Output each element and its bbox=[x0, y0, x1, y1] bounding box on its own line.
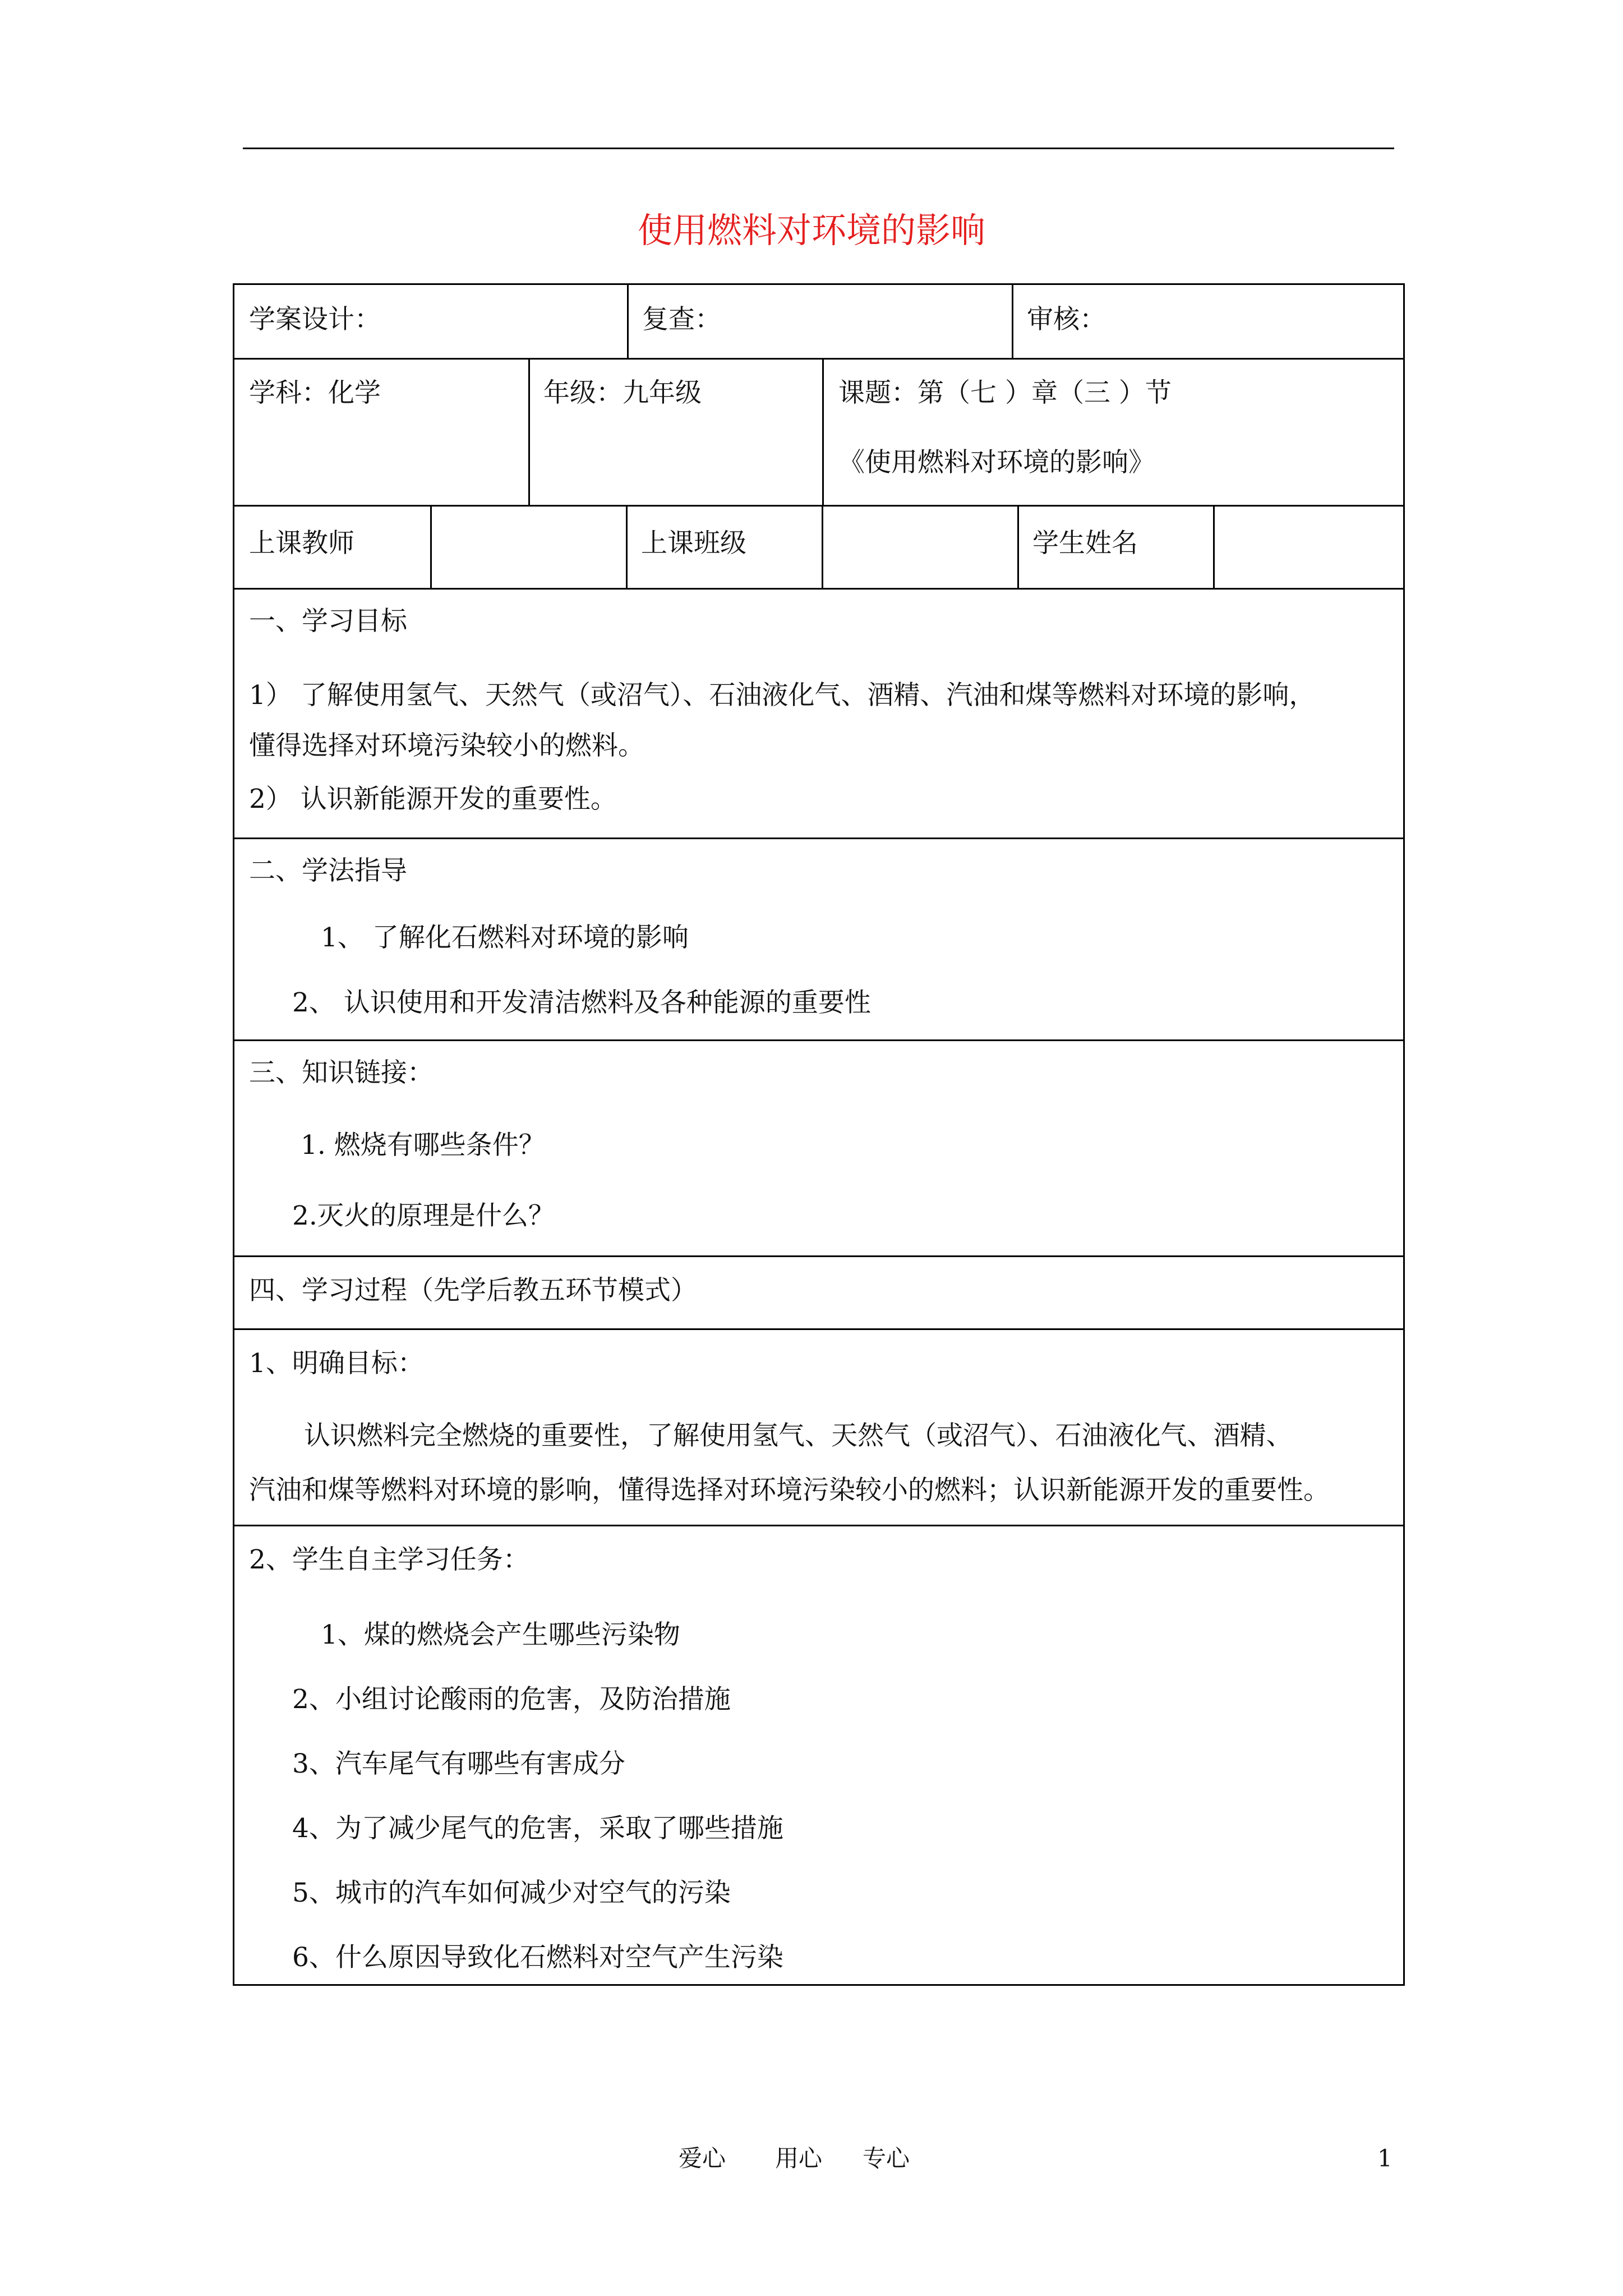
row-participants bbox=[234, 505, 1403, 588]
grade-text: 年级：九年级 bbox=[543, 378, 702, 408]
footer-text-love: 爱心 bbox=[679, 2145, 726, 2172]
task-item: 5、城市的汽车如何减少对空气的污染 bbox=[292, 1878, 731, 1908]
cell-student-label bbox=[1017, 507, 1213, 588]
objective-item-2: 2） 认识新能源开发的重要性。 bbox=[249, 784, 617, 815]
tasks-heading: 2、学生自主学习任务： bbox=[249, 1544, 529, 1575]
cell-subject bbox=[234, 360, 528, 505]
section-knowledge bbox=[234, 1039, 1403, 1255]
page-number: 1 bbox=[1377, 2145, 1393, 2172]
lesson-name: 《使用燃料对环境的影响》 bbox=[838, 447, 1155, 478]
section-tasks bbox=[234, 1525, 1403, 1984]
row-signoff bbox=[234, 285, 1403, 358]
goals-heading: 1、明确目标： bbox=[249, 1348, 424, 1379]
lesson-chapter: 课题：第（七 ）章（三 ）节 bbox=[838, 378, 1172, 408]
cell-lesson bbox=[822, 360, 1403, 505]
cell-audit bbox=[1012, 285, 1403, 358]
goals-line-1: 认识燃料完全燃烧的重要性，了解使用氢气、天然气（或沼气）、石油液化气、酒精、 bbox=[304, 1420, 1293, 1451]
footer-text-focus: 专心 bbox=[863, 2145, 910, 2172]
section-goals bbox=[234, 1328, 1403, 1525]
section-method bbox=[234, 838, 1403, 1039]
cell-teacher-value bbox=[430, 507, 626, 588]
knowledge-item-1: 1. 燃烧有哪些条件？ bbox=[301, 1130, 545, 1161]
task-item: 1、煤的燃烧会产生哪些污染物 bbox=[321, 1619, 680, 1650]
class-label: 上课班级 bbox=[641, 528, 746, 559]
cell-student-value bbox=[1213, 507, 1403, 588]
review-label: 复查： bbox=[642, 304, 721, 335]
teacher-label: 上课教师 bbox=[249, 528, 354, 559]
task-item: 6、什么原因导致化石燃料对空气产生污染 bbox=[292, 1942, 783, 1973]
subject-text: 学科：化学 bbox=[249, 378, 381, 408]
section-objectives bbox=[234, 588, 1403, 838]
task-item: 4、为了减少尾气的危害，采取了哪些措施 bbox=[292, 1813, 783, 1844]
task-item: 3、汽车尾气有哪些有害成分 bbox=[292, 1749, 625, 1779]
cell-review bbox=[627, 285, 1012, 358]
footer-text-care: 用心 bbox=[775, 2145, 823, 2172]
worksheet-table bbox=[233, 283, 1405, 1986]
objective-item-1-line-2: 懂得选择对环境污染较小的燃料。 bbox=[249, 730, 644, 761]
cell-design bbox=[234, 285, 627, 358]
cell-class-label bbox=[626, 507, 822, 588]
cell-class-value bbox=[822, 507, 1017, 588]
document-title: 使用燃料对环境的影响 bbox=[637, 210, 985, 251]
knowledge-heading: 三、知识链接： bbox=[249, 1057, 434, 1088]
header-rule bbox=[243, 148, 1394, 149]
task-item: 2、小组讨论酸雨的危害，及防治措施 bbox=[292, 1684, 731, 1715]
objectives-heading: 一、学习目标 bbox=[249, 606, 407, 637]
cell-grade bbox=[528, 360, 822, 505]
method-item-1: 1、 了解化石燃料对环境的影响 bbox=[321, 922, 689, 953]
method-item-2: 2、 认识使用和开发清洁燃料及各种能源的重要性 bbox=[292, 987, 871, 1018]
knowledge-item-2: 2.灭火的原理是什么？ bbox=[292, 1200, 555, 1231]
goals-line-2: 汽油和煤等燃料对环境的影响，懂得选择对环境污染较小的燃料；认识新能源开发的重要性。 bbox=[249, 1475, 1330, 1506]
section-process bbox=[234, 1255, 1403, 1328]
method-heading: 二、学法指导 bbox=[249, 855, 407, 886]
design-label: 学案设计： bbox=[249, 304, 381, 335]
audit-label: 审核： bbox=[1027, 304, 1106, 335]
objective-item-1-line-1: 1） 了解使用氢气、天然气（或沼气）、石油液化气、酒精、汽油和煤等燃料对环境的影响， bbox=[249, 680, 1316, 711]
cell-teacher-label bbox=[234, 507, 430, 588]
student-label: 学生姓名 bbox=[1032, 528, 1138, 559]
process-heading: 四、学习过程（先学后教五环节模式） bbox=[249, 1275, 697, 1306]
row-subject bbox=[234, 358, 1403, 505]
